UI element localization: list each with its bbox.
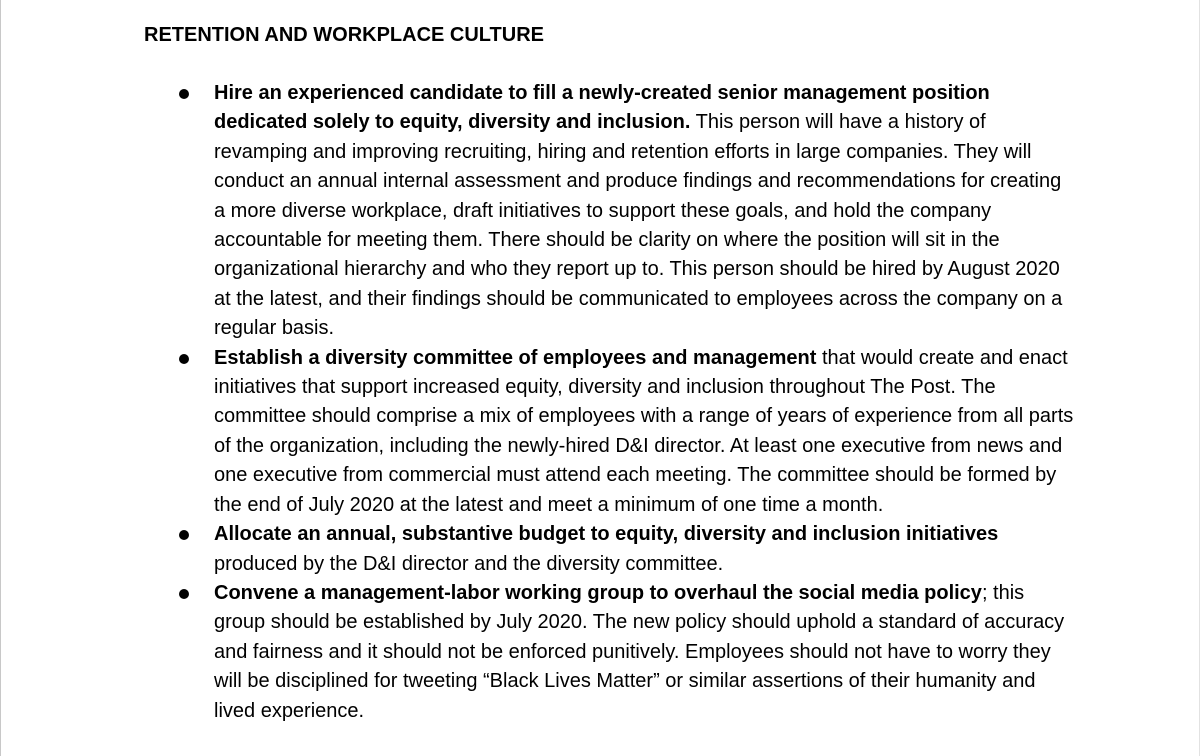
bullet-body: ; this group should be established by July 2020. The new policy should uphold a standard of accuracy and fairness and it should not be enforced punitively. Employees should not have to worry they will be disciplined for tweeting “Black Lives Matter” or similar assertions of their humanity and lived experience. — [214, 581, 1065, 722]
bullet-dot-icon — [179, 89, 189, 99]
bullet-text — [214, 344, 1074, 520]
bullet-item-annual-budget — [144, 520, 1074, 579]
bullet-item-hire-director — [144, 79, 1074, 344]
bullet-dot-icon — [179, 354, 189, 364]
bullet-text — [214, 579, 1074, 726]
bullet-text — [214, 79, 1074, 344]
bullet-dot-icon — [179, 530, 189, 540]
bullet-item-social-media-policy — [144, 579, 1074, 726]
bullet-body: This person will have a history of revamping and improving recruiting, hiring and retention efforts in large companies. They will conduct an annual internal assessment and produce findings and recommendations for creating a more diverse workplace, draft initiatives to support these goals, and hold the company accountable for meeting them. There should be clarity on where the position will sit in the organizational hierarchy and who they report up to. This person should be hired by August 2020 at the latest, and their findings should be communicated to employees across the company on a regular basis. — [214, 111, 1063, 340]
bullet-lead: Establish a diversity committee of employees and management — [214, 346, 817, 369]
bullet-body: that would create and enact initiatives that support increased equity, diversity and inclusion throughout The Post. The committee should comprise a mix of employees with a range of years of experience from all parts of the organization, including the newly-hired D&I director. At least one executive from news and one executive from commercial must attend each meeting. The committee should be formed by the end of July 2020 at the latest and meet a minimum of one time a month. — [214, 346, 1074, 516]
bullet-dot-icon — [179, 589, 189, 599]
bullet-item-diversity-committee — [144, 344, 1074, 520]
section-heading: RETENTION AND WORKPLACE CULTURE — [144, 24, 544, 46]
bullet-list — [144, 79, 1074, 726]
bullet-body: produced by the D&I director and the diversity committee. — [214, 552, 724, 575]
bullet-text — [214, 520, 1074, 579]
bullet-lead: Hire an experienced candidate to fill a newly-created senior management position dedicated solely to equity, diversity and inclusion. — [214, 82, 990, 134]
page-left-edge — [0, 0, 1, 756]
bullet-lead: Allocate an annual, substantive budget to equity, diversity and inclusion initiatives — [214, 523, 999, 546]
bullet-lead: Convene a management-labor working group to overhaul the social media policy — [214, 581, 982, 604]
